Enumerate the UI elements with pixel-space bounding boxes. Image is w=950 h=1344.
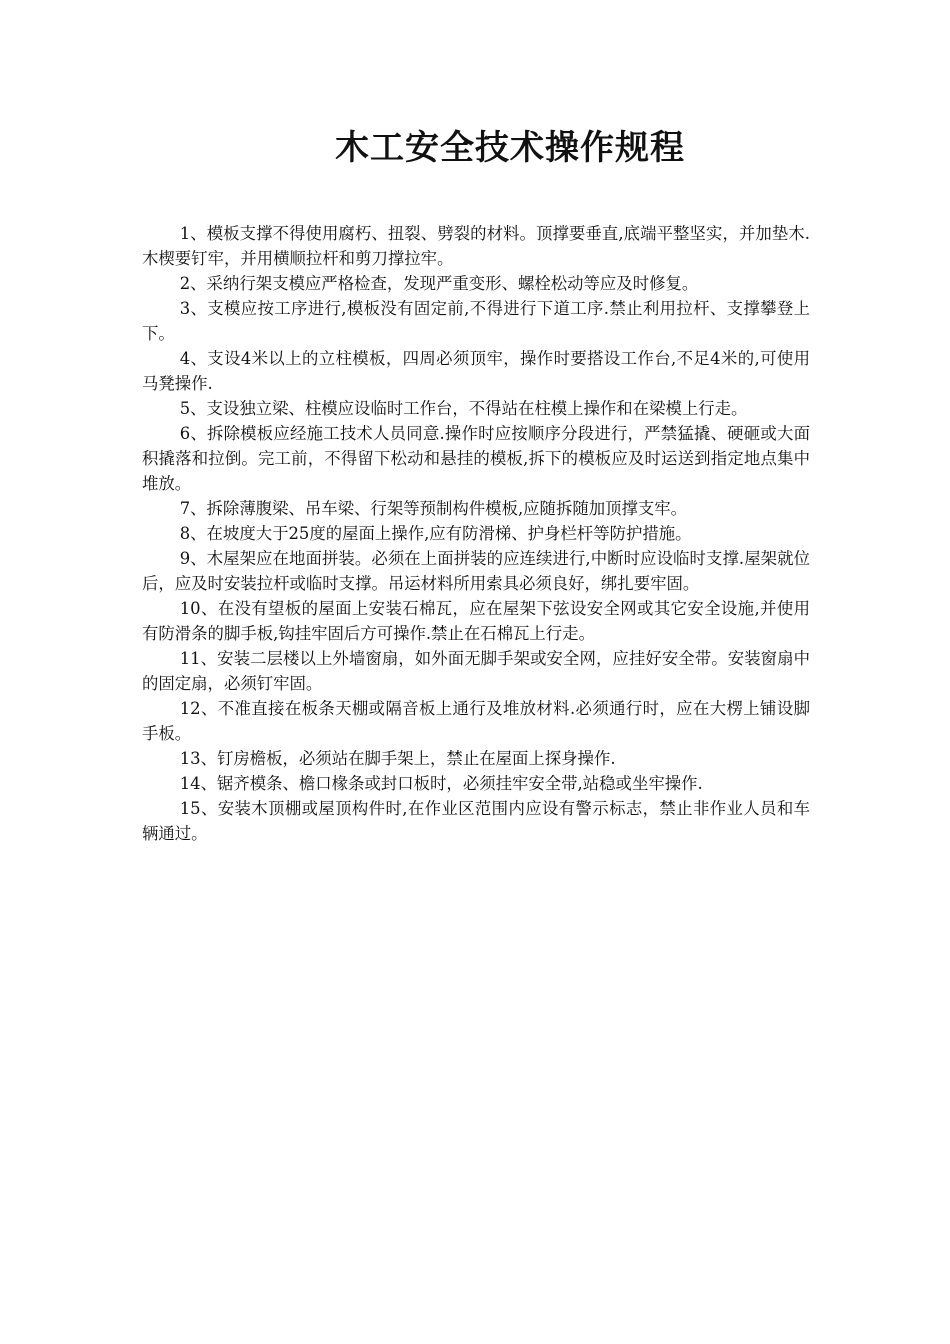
rule-item: 1、模板支撑不得使用腐朽、扭裂、劈裂的材料。顶撑要垂直,底端平整坚实，并加垫木.木楔要钉牢，并用横顺拉杆和剪刀撑拉牢。 bbox=[142, 224, 810, 268]
rule-item: 15、安装木顶棚或屋顶构件时,在作业区范围内应设有警示标志，禁止非作业人员和车辆通过。 bbox=[142, 799, 810, 843]
rule-item: 2、采纳行架支模应严格检查，发现严重变形、螺栓松动等应及时修复。 bbox=[179, 274, 699, 293]
rule-item: 7、拆除薄腹梁、吊车梁、行架等预制构件模板,应随拆随加顶撑支牢。 bbox=[179, 499, 688, 518]
rule-item: 8、在坡度大于25度的屋面上操作,应有防滑梯、护身栏杆等防护措施。 bbox=[179, 524, 692, 543]
rule-item: 14、锯齐模条、檐口椽条或封口板时，必须挂牢安全带,站稳或坐牢操作. bbox=[179, 774, 703, 793]
rule-item: 10、在没有望板的屋面上安装石棉瓦，应在屋架下弦设安全网或其它安全设施,并使用有防滑条的脚手板,钩挂牢固后方可操作.禁止在石棉瓦上行走。 bbox=[142, 599, 810, 643]
rule-item: 4、支设4米以上的立柱模板，四周必须顶牢，操作时要搭设工作台,不足4米的,可使用马凳操作. bbox=[142, 349, 810, 393]
document-title: 木工安全技术操作规程 bbox=[335, 128, 685, 168]
rule-item: 11、安装二层楼以上外墙窗扇，如外面无脚手架或安全网，应挂好安全带。安装窗扇中的固定扇，必须钉牢固。 bbox=[142, 649, 810, 693]
rule-item: 9、木屋架应在地面拼装。必须在上面拼装的应连续进行,中断时应设临时支撑.屋架就位后，应及时安装拉杆或临时支撑。吊运材料所用索具必须良好，绑扎要牢固。 bbox=[142, 549, 810, 593]
rule-item: 3、支模应按工序进行,模板没有固定前,不得进行下道工序.禁止利用拉杆、支撑攀登上下。 bbox=[142, 299, 810, 343]
rules-list bbox=[142, 221, 810, 846]
rule-item: 5、支设独立梁、柱模应设临时工作台，不得站在柱模上操作和在梁模上行走。 bbox=[179, 399, 748, 418]
rule-item: 12、不准直接在板条天棚或隔音板上通行及堆放材料.必须通行时，应在大楞上铺设脚手板。 bbox=[142, 699, 810, 743]
rule-item: 13、钉房檐板，必须站在脚手架上，禁止在屋面上探身操作. bbox=[179, 749, 616, 768]
rule-item: 6、拆除模板应经施工技术人员同意.操作时应按顺序分段进行，严禁猛撬、硬砸或大面积撬落和拉倒。完工前，不得留下松动和悬挂的模板,拆下的模板应及时运送到指定地点集中堆放。 bbox=[142, 424, 810, 493]
